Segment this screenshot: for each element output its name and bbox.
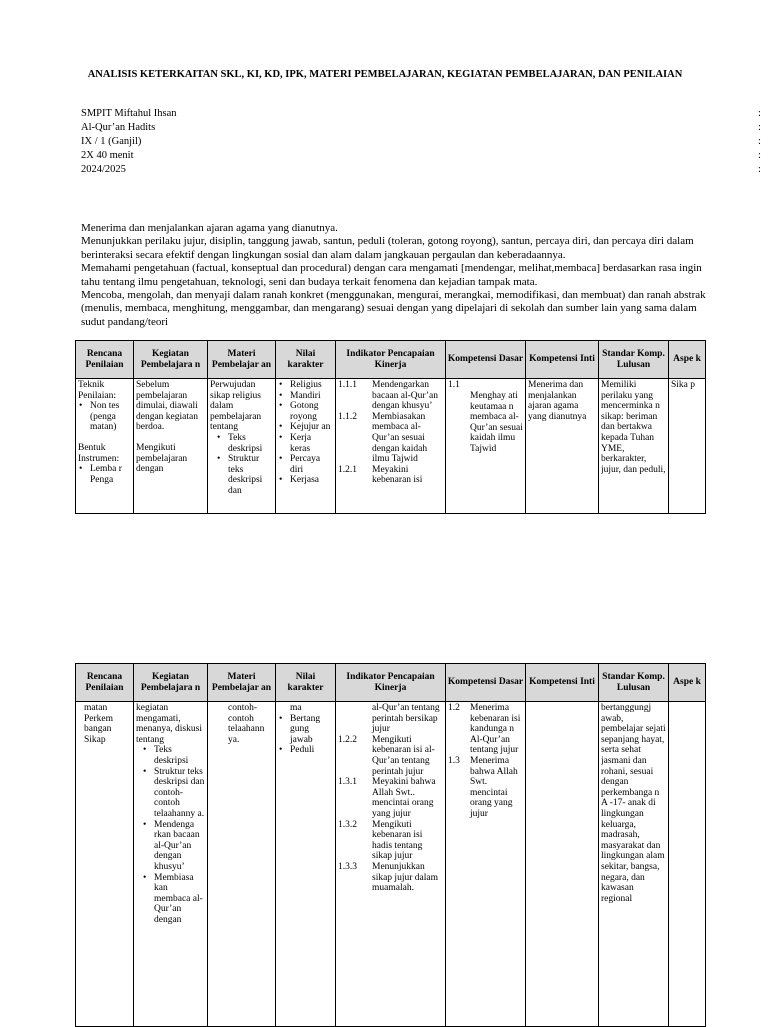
cell-penilaian xyxy=(76,379,134,514)
header-kd: Kompetensi Dasar xyxy=(446,664,526,702)
header-rencana-penilaian: Rencana Penilaian xyxy=(76,664,134,702)
list-item: • Non tes (penga matan) xyxy=(78,401,131,433)
nilai-lead: ma xyxy=(290,703,302,713)
indikator-text: Membiasakan membaca al-Qur’an sesuai dengan kaidah ilmu Tajwid xyxy=(372,411,428,465)
indikator-number: 1.2.2 xyxy=(338,734,357,745)
kd-text: Menerima bahwa Allah Swt. mencintai orang yang jujur xyxy=(470,755,518,819)
cell-materi xyxy=(208,702,276,1027)
cell-kd xyxy=(446,702,526,1027)
list-item: • Mandiri xyxy=(278,391,333,402)
materi-intro: Perwujudan sikap religius dalam pembelajaran tentang xyxy=(210,380,262,433)
list-item: • Struktur teks deskripsi dan contoh-contoh telaahanny a. xyxy=(136,767,205,820)
kd-number: 1.2 xyxy=(448,703,460,713)
colon: : xyxy=(758,108,761,119)
kd-text: Menerima kebenaran isi kandunga n Al-Qur’an tentang jujur xyxy=(470,703,521,756)
kegiatan-intro: kegiatan mengamati, menanya, diskusi tentang xyxy=(136,703,202,745)
school-name: SMPIT Miftahul Ihsan xyxy=(81,108,177,119)
header-indikator: Indikator Pencapaian Kinerja xyxy=(336,341,446,379)
colon: : xyxy=(758,150,761,161)
cell-indikator xyxy=(336,702,446,1027)
list-item: • Teks deskripsi xyxy=(136,745,205,766)
indikator-number: 1.1.2 xyxy=(338,411,357,422)
indikator-item xyxy=(338,465,443,486)
list-item: • Kejujur an xyxy=(278,422,333,433)
materi-text: contoh-contoh telaahann ya. xyxy=(228,703,265,745)
penilaian-intro: Teknik Penilaian: xyxy=(78,380,116,401)
header-nilai: Nilai karakter xyxy=(276,664,336,702)
indikator-number: 1.2.1 xyxy=(338,464,357,475)
kegiatan-text: Sebelum pembelajaran dimulai, diawali dengan kegiatan berdoa. xyxy=(136,380,198,433)
indikator-number: 1.3.1 xyxy=(338,777,357,788)
analysis-table-1 xyxy=(75,340,706,514)
ki-2: Menunjukkan perilaku jujur, disiplin, tanggung jawab, santun, peduli (toleran, gotong royong), santun, percaya diri, dan percaya diri dalam berinteraksi secara efektif dengan lingkungan sosial dan alam dalam jangkauan pergaulan dan keberadaannya. xyxy=(81,235,694,261)
cell-skl xyxy=(599,702,669,1027)
kd-item xyxy=(448,703,523,756)
cell-ki xyxy=(526,379,599,514)
indikator-text: Menunjukkan sikap jujur dalam muamalah. xyxy=(372,861,438,894)
header-kegiatan: Kegiatan Pembelajara n xyxy=(134,664,208,702)
penilaian-text: matan Perkem bangan Sikap xyxy=(84,703,114,745)
list-item: • Kerja keras xyxy=(278,433,333,454)
document-title: ANALISIS KETERKAITAN SKL, KI, KD, IPK, MATERI PEMBELAJARAN, KEGIATAN PEMBELAJARAN, DAN PENILAIAN xyxy=(87,69,683,80)
list-item: • Kerjasa xyxy=(278,475,333,486)
analysis-table-2 xyxy=(75,663,706,1027)
list-item: • Peduli xyxy=(278,745,333,756)
kd-number: 1.3 xyxy=(448,755,460,766)
cell-materi xyxy=(208,379,276,514)
header-indikator: Indikator Pencapaian Kinerja xyxy=(336,664,446,702)
skl-text: Memiliki perilaku yang mencerminka n sikap: beriman dan bertakwa kepada Tuhan YME, berkarakter, jujur, dan peduli, xyxy=(601,380,666,475)
indikator-text: Mengikuti kebenaran isi hadis tentang sikap jujur xyxy=(372,819,423,862)
header-ki: Kompetensi Inti xyxy=(526,664,599,702)
identity-colons xyxy=(758,107,761,177)
list-item: • Teks deskripsi xyxy=(210,433,273,454)
kd-item xyxy=(448,380,523,455)
table-header-row xyxy=(76,341,706,379)
cell-kegiatan xyxy=(134,702,208,1027)
ki-3: Memahami pengetahuan (factual, konseptual dan procedural) dengan cara mengamati [mendengar, melihat,membaca] berdasarkan rasa ingin tahu tentang ilmu pengetahuan, teknologi, seni dan budaya terkait fenomena dan kejadian tampak mata. xyxy=(81,262,702,288)
header-skl: Standar Komp. Lulusan xyxy=(599,341,669,379)
cell-nilai xyxy=(276,379,336,514)
indikator-lead: al-Qur’an tentang perintah bersikap jujur xyxy=(372,703,440,735)
kd-text: Menghay ati keutamaa n membaca al-Qur’an sesuai kaidah ilmu Tajwid xyxy=(470,391,523,454)
header-ki: Kompetensi Inti xyxy=(526,341,599,379)
cell-indikator xyxy=(336,379,446,514)
cell-aspek xyxy=(669,379,706,514)
indikator-item xyxy=(338,862,443,894)
core-competencies xyxy=(81,222,721,329)
academic-year: 2024/2025 xyxy=(81,164,126,175)
cell-nilai xyxy=(276,702,336,1027)
bentuk-instrumen: Bentuk Instrumen: xyxy=(78,442,120,464)
header-aspek: Aspe k xyxy=(669,341,706,379)
subject-name: Al-Qur’an Hadits xyxy=(81,122,156,133)
header-rencana-penilaian: Rencana Penilaian xyxy=(76,341,134,379)
ki-text: Menerima dan menjalankan ajaran agama yang dianutnya xyxy=(528,380,587,422)
indikator-text: Mendengarkan bacaan al-Qur’an dengan khusyu’ xyxy=(372,380,439,412)
header-materi: Materi Pembelajar an xyxy=(208,664,276,702)
cell-kd xyxy=(446,379,526,514)
indikator-number: 1.3.2 xyxy=(338,819,357,830)
cell-kegiatan xyxy=(134,379,208,514)
indikator-item xyxy=(338,380,443,412)
table-header-row xyxy=(76,664,706,702)
indikator-text: Meyakini bahwa Allah Swt.. mencintai orang yang jujur xyxy=(372,777,436,819)
kd-item xyxy=(448,756,523,820)
list-item: • Membiasa kan membaca al-Qur’an dengan xyxy=(136,873,205,926)
colon: : xyxy=(758,164,761,175)
table-row xyxy=(76,702,706,1027)
skl-text: bertanggungj awab, pembelajar sejati sepanjang hayat, serta sehat jasmani dan rohani, sesuai dengan perkembanga n A -17- anak di lingkungan keluarga, madrasah, masyarakat dan lingkungan alam sekitar, bangsa, negara, dan kawasan regional xyxy=(601,703,666,904)
colon: : xyxy=(758,136,761,147)
ki-4: Mencoba, mengolah, dan menyaji dalam ranah konkret (menggunakan, mengurai, merangkai, memodifikasi, dan membuat) dan ranah abstrak (menulis, membaca, menghitung, menggambar, dan mengarang) sesuai dengan yang dipelajari di sekolah dan sumber lain yang sama dalam sudut pandang/teori xyxy=(81,289,706,328)
colon: : xyxy=(758,122,761,133)
indikator-item xyxy=(338,777,443,819)
cell-penilaian xyxy=(76,702,134,1027)
time-allocation: 2X 40 menit xyxy=(81,150,134,161)
indikator-item xyxy=(338,412,443,465)
header-skl: Standar Komp. Lulusan xyxy=(599,664,669,702)
header-kegiatan: Kegiatan Pembelajara n xyxy=(134,341,208,379)
header-aspek: Aspe k xyxy=(669,664,706,702)
indikator-item xyxy=(338,820,443,862)
header-nilai: Nilai karakter xyxy=(276,341,336,379)
class-semester: IX / 1 (Ganjil) xyxy=(81,136,142,147)
list-item: • Percaya diri xyxy=(278,454,333,475)
kd-number: 1.1 xyxy=(448,380,460,390)
indikator-number: 1.1.1 xyxy=(338,380,357,390)
indikator-item xyxy=(338,735,443,777)
header-materi: Materi Pembelajar an xyxy=(208,341,276,379)
cell-ki xyxy=(526,702,599,1027)
indikator-text: Mengikuti kebenaran isi al-Qur’an tentang perintah jujur xyxy=(372,734,435,777)
header-kd: Kompetensi Dasar xyxy=(446,341,526,379)
list-item: • Struktur teks deskripsi dan xyxy=(210,454,273,496)
aspek-text: Sika p xyxy=(671,380,696,390)
ki-1: Menerima dan menjalankan ajaran agama yang dianutnya. xyxy=(81,222,338,234)
cell-aspek xyxy=(669,702,706,1027)
list-item: • Mendenga rkan bacaan al-Qur’an dengan khusyu’ xyxy=(136,820,205,873)
list-item: • Bertang gung jawab xyxy=(278,714,333,746)
indikator-text: Meyakini kebenaran isi xyxy=(372,464,423,486)
table-row xyxy=(76,379,706,514)
cell-skl xyxy=(599,379,669,514)
indikator-number: 1.3.3 xyxy=(338,861,357,872)
list-item: • Gotong royong xyxy=(278,401,333,422)
kegiatan-text: Mengikuti pembelajaran dengan xyxy=(136,442,188,475)
identity-block xyxy=(81,107,176,177)
list-item: • Religius xyxy=(278,380,333,391)
list-item: • Lemba r Penga xyxy=(78,464,131,485)
